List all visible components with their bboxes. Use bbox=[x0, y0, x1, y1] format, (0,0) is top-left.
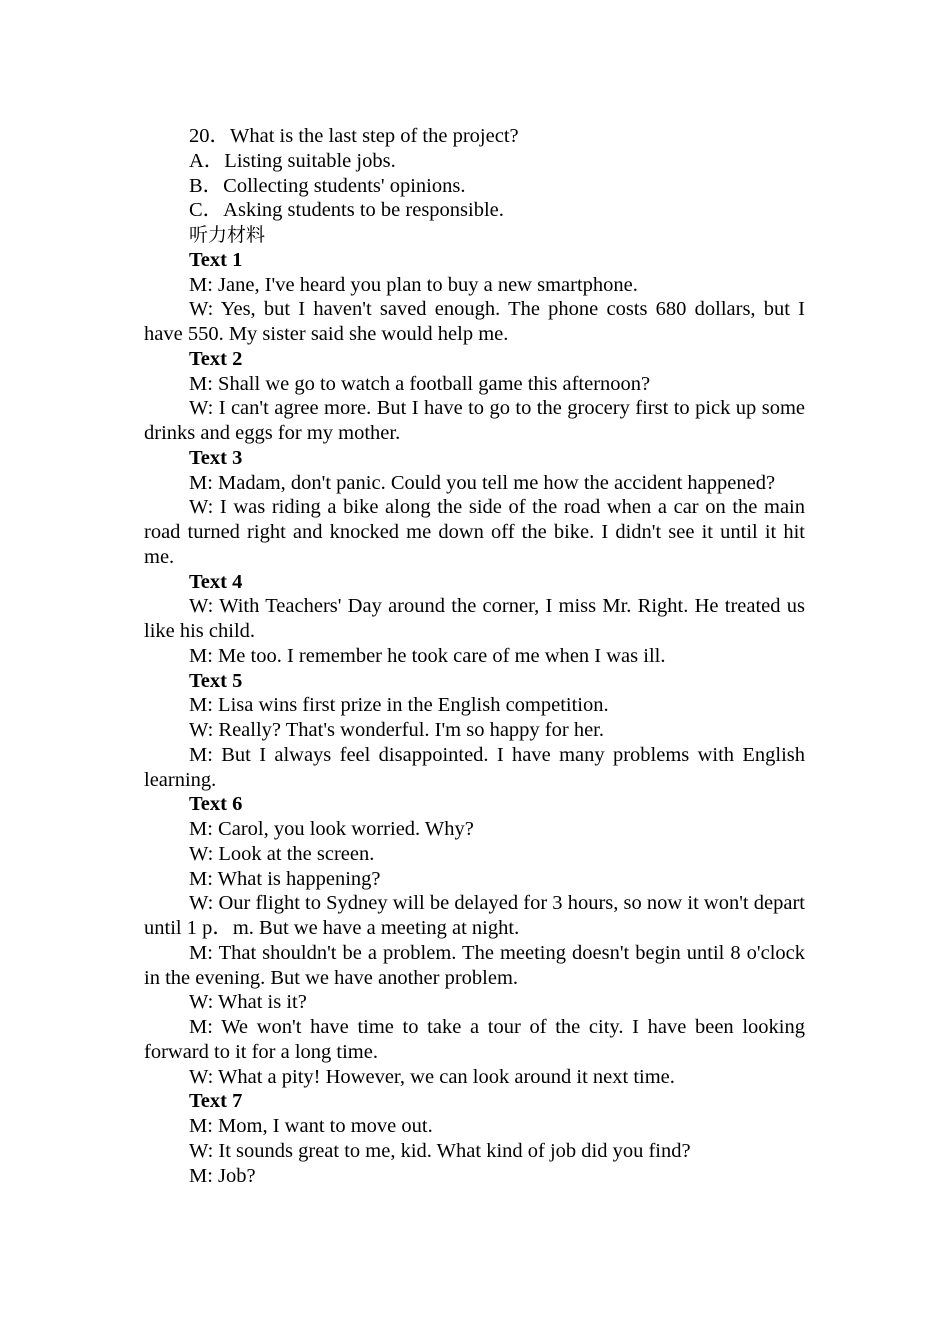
dialogue-line: M: Carol, you look worried. Why? bbox=[189, 818, 474, 840]
dialogue-line: M: Job? bbox=[189, 1164, 256, 1187]
text-heading: Text 3 bbox=[189, 446, 243, 469]
dialogue-line: M: What is happening? bbox=[189, 867, 381, 890]
dialogue-line: M: Jane, I've heard you plan to buy a new smartphone. bbox=[189, 273, 638, 296]
listening-transcripts bbox=[144, 248, 805, 1189]
dialogue-line: W: What a pity! However, we can look around it next time. bbox=[189, 1065, 675, 1088]
question-stem: 20．What is the last step of the project? bbox=[189, 125, 519, 147]
option-c: C．Asking students to be responsible. bbox=[189, 199, 504, 222]
text-heading: Text 1 bbox=[189, 248, 243, 271]
text-heading: Text 7 bbox=[189, 1090, 243, 1113]
dialogue-line: W: Yes, but I haven't saved enough. The phone costs 680 dollars, but I have 550. My sister said she would help me. bbox=[144, 298, 805, 345]
dialogue-line: W: I can't agree more. But I have to go to the grocery first to pick up some drinks and eggs for my mother. bbox=[144, 397, 805, 444]
dialogue-line: M: That shouldn't be a problem. The meeting doesn't begin until 8 o'clock in the evening. But we have another problem. bbox=[144, 941, 805, 989]
dialogue-line: W: Really? That's wonderful. I'm so happy for her. bbox=[189, 719, 605, 741]
dialogue-line: M: Lisa wins first prize in the English competition. bbox=[189, 694, 609, 717]
dialogue-line: W: What is it? bbox=[189, 991, 307, 1014]
dialogue-line: M: Me too. I remember he took care of me when I was ill. bbox=[189, 644, 666, 667]
dialogue-line: W: With Teachers' Day around the corner, I miss Mr. Right. He treated us like his child. bbox=[144, 595, 805, 642]
dialogue-line: M: Mom, I want to move out. bbox=[189, 1115, 433, 1137]
dialogue-line: W: Our flight to Sydney will be delayed for 3 hours, so now it won't depart until 1 p．m. But we have a meeting at night. bbox=[144, 892, 805, 939]
option-b: B．Collecting students' opinions. bbox=[189, 174, 466, 197]
dialogue-line: M: Madam, don't panic. Could you tell me how the accident happened? bbox=[189, 471, 776, 494]
dialogue-line: W: I was riding a bike along the side of the road when a car on the main road turned right and knocked me down off the bike. I didn't see it until it hit me. bbox=[144, 496, 805, 568]
text-heading: Text 6 bbox=[189, 793, 243, 816]
section-title: 听力材料 bbox=[189, 224, 266, 246]
dialogue-line: W: Look at the screen. bbox=[189, 842, 375, 865]
text-heading: Text 2 bbox=[189, 347, 243, 370]
text-heading: Text 5 bbox=[189, 669, 243, 692]
option-a: A．Listing suitable jobs. bbox=[189, 149, 396, 172]
dialogue-line: M: We won't have time to take a tour of the city. I have been looking forward to it for a long time. bbox=[144, 1016, 805, 1063]
dialogue-line: M: But I always feel disappointed. I have many problems with English learning. bbox=[144, 743, 805, 791]
text-heading: Text 4 bbox=[189, 570, 243, 593]
document-page bbox=[144, 124, 805, 1188]
dialogue-line: W: It sounds great to me, kid. What kind of job did you find? bbox=[189, 1139, 691, 1162]
dialogue-line: M: Shall we go to watch a football game this afternoon? bbox=[189, 372, 651, 395]
